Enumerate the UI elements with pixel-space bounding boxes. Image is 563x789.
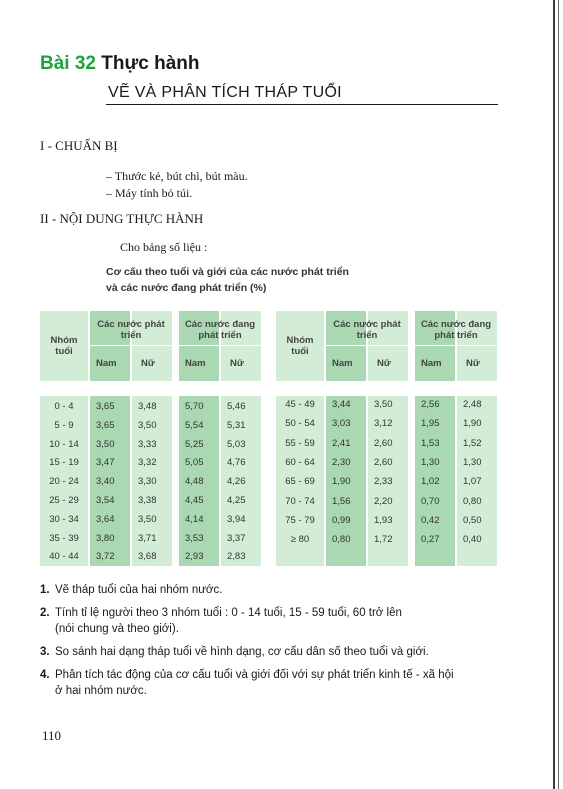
value-cell: 3,12 xyxy=(374,418,393,430)
age-group-cell: 75 - 79 xyxy=(285,514,315,526)
age-group-cell: 35 - 39 xyxy=(49,532,79,544)
value-cell: 3,71 xyxy=(138,532,157,544)
age-group-header: Nhóm tuổi xyxy=(50,335,78,357)
value-cell: 5,70 xyxy=(185,401,204,412)
age-group-cell: 60 - 64 xyxy=(285,456,315,468)
value-cell: 4,76 xyxy=(227,457,246,469)
age-group-cell: 10 - 14 xyxy=(49,438,79,450)
value-cell: 0,40 xyxy=(463,534,482,546)
lesson-title xyxy=(40,53,199,75)
value-cell: 1,90 xyxy=(332,476,351,488)
age-group-cell: 70 - 74 xyxy=(285,495,315,507)
value-cell: 3,50 xyxy=(138,513,157,525)
data-table-right xyxy=(276,311,506,566)
value-cell: 3,40 xyxy=(96,476,115,488)
value-cell: 1,90 xyxy=(463,418,482,430)
age-group-cell: 20 - 24 xyxy=(49,476,79,488)
age-group-cell: 40 - 44 xyxy=(49,551,79,563)
value-cell: 2,56 xyxy=(421,399,440,410)
value-cell: 1,95 xyxy=(421,418,440,430)
male-header: Nam xyxy=(96,358,117,369)
page-number: 110 xyxy=(42,728,62,743)
value-cell: 5,31 xyxy=(227,419,246,431)
value-cell: 3,72 xyxy=(96,551,115,563)
developed-group-header: Các nước phát triển xyxy=(333,319,401,341)
value-cell: 2,60 xyxy=(374,456,393,468)
age-group-cell: 30 - 34 xyxy=(49,513,79,525)
question-item xyxy=(40,582,454,598)
group-header-rule xyxy=(90,345,172,346)
value-cell: 0,80 xyxy=(332,534,351,546)
male-header: Nam xyxy=(332,358,353,369)
question-item xyxy=(40,644,454,660)
developing-group-header: Các nước đang phát triển xyxy=(184,319,256,341)
lesson-subtitle: VẼ VÀ PHÂN TÍCH THÁP TUỔI xyxy=(108,84,342,101)
question-number: 4. xyxy=(40,669,50,681)
lesson-number: Bài 32 xyxy=(40,53,96,74)
data-table-left xyxy=(40,311,270,566)
question-number: 2. xyxy=(40,607,50,619)
age-group-header: Nhóm tuổi xyxy=(286,335,314,357)
value-cell: 3,65 xyxy=(96,419,115,431)
table-header-separator xyxy=(40,381,270,396)
tools-item: – Thước kẻ, bút chì, bút màu. xyxy=(106,169,248,183)
female-header: Nữ xyxy=(377,358,391,369)
value-cell: 3,50 xyxy=(374,399,393,410)
value-cell: 2,48 xyxy=(463,399,482,410)
value-cell: 3,53 xyxy=(185,532,204,544)
value-cell: 2,60 xyxy=(374,437,393,449)
value-cell: 2,93 xyxy=(185,551,204,563)
developing-group-header: Các nước đang phát triển xyxy=(420,319,492,341)
value-cell: 1,53 xyxy=(421,437,440,449)
value-cell: 4,25 xyxy=(227,495,246,506)
value-cell: 1,56 xyxy=(332,495,351,507)
value-cell: 1,30 xyxy=(463,456,482,468)
value-cell: 3,50 xyxy=(96,438,115,450)
table-caption xyxy=(106,264,349,296)
value-cell: 1,02 xyxy=(421,476,440,488)
male-header: Nam xyxy=(421,358,442,369)
female-header: Nữ xyxy=(141,358,155,369)
value-cell: 2,41 xyxy=(332,437,351,449)
value-cell: 3,47 xyxy=(96,457,115,469)
value-cell: 4,14 xyxy=(185,513,204,525)
female-header: Nữ xyxy=(230,358,244,369)
group-header-rule xyxy=(179,345,261,346)
age-group-cell: 25 - 29 xyxy=(49,495,79,506)
question-item xyxy=(40,605,454,637)
subtitle-underline xyxy=(106,104,498,105)
intro-text: Cho bảng số liệu : xyxy=(120,240,208,254)
page-border-thin xyxy=(558,0,559,789)
value-cell: 0,80 xyxy=(463,495,482,507)
value-cell: 3,50 xyxy=(138,419,157,431)
value-cell: 1,30 xyxy=(421,456,440,468)
tools-list xyxy=(106,168,248,202)
value-cell: 2,33 xyxy=(374,476,393,488)
value-cell: 1,93 xyxy=(374,514,393,526)
age-group-cell: 55 - 59 xyxy=(285,437,315,449)
age-group-cell: 45 - 49 xyxy=(285,399,315,410)
value-cell: 3,68 xyxy=(138,551,157,563)
value-cell: 3,44 xyxy=(332,399,351,410)
question-text: Vẽ tháp tuổi của hai nhóm nước. xyxy=(55,584,223,596)
value-cell: 5,46 xyxy=(227,401,246,412)
value-cell: 3,80 xyxy=(96,532,115,544)
value-cell: 3,03 xyxy=(332,418,351,430)
question-text: Phân tích tác động của cơ cấu tuổi và giới đối với sự phát triển kinh tế - xã hội ở hai nhóm nước. xyxy=(55,669,454,697)
question-text: Tính tỉ lệ người theo 3 nhóm tuổi : 0 - 14 tuổi, 15 - 59 tuổi, 60 trở lên (nói chung và theo giới). xyxy=(55,607,402,635)
female-header: Nữ xyxy=(466,358,480,369)
age-group-cell: 65 - 69 xyxy=(285,476,315,488)
table-header-separator xyxy=(276,381,506,396)
value-cell: 4,45 xyxy=(185,495,204,506)
value-cell: 0,70 xyxy=(421,495,440,507)
value-cell: 2,20 xyxy=(374,495,393,507)
age-group-cell: 50 - 54 xyxy=(285,418,315,430)
question-text: So sánh hai dạng tháp tuổi về hình dạng, cơ cấu dân số theo tuổi và giới. xyxy=(55,646,429,658)
value-cell: 0,42 xyxy=(421,514,440,526)
value-cell: 3,65 xyxy=(96,401,115,412)
value-cell: 3,33 xyxy=(138,438,157,450)
value-cell: 3,32 xyxy=(138,457,157,469)
question-list xyxy=(40,582,454,706)
section-1-heading: I - CHUẨN BỊ xyxy=(40,138,118,153)
value-cell: 1,07 xyxy=(463,476,482,488)
value-cell: 2,83 xyxy=(227,551,246,563)
value-cell: 1,72 xyxy=(374,534,393,546)
value-cell: 3,94 xyxy=(227,513,246,525)
value-cell: 3,48 xyxy=(138,401,157,412)
value-cell: 3,37 xyxy=(227,532,246,544)
age-group-cell: 5 - 9 xyxy=(54,419,74,431)
caption-line-2: và các nước đang phát triển (%) xyxy=(106,282,267,294)
value-cell: 0,50 xyxy=(463,514,482,526)
male-header: Nam xyxy=(185,358,206,369)
value-cell: 3,30 xyxy=(138,476,157,488)
question-number: 1. xyxy=(40,584,50,596)
age-group-cell: 0 - 4 xyxy=(54,401,74,412)
group-header-rule xyxy=(326,345,408,346)
value-cell: 5,05 xyxy=(185,457,204,469)
developed-group-header: Các nước phát triển xyxy=(97,319,165,341)
value-cell: 3,54 xyxy=(96,495,115,506)
value-cell: 3,64 xyxy=(96,513,115,525)
value-cell: 4,48 xyxy=(185,476,204,488)
tools-item: – Máy tính bỏ túi. xyxy=(106,186,193,200)
value-cell: 3,38 xyxy=(138,495,157,506)
value-cell: 5,25 xyxy=(185,438,204,450)
page-border-thick xyxy=(553,0,555,789)
question-number: 3. xyxy=(40,646,50,658)
group-header-rule xyxy=(415,345,497,346)
value-cell: 1,52 xyxy=(463,437,482,449)
question-item xyxy=(40,667,454,699)
age-group-cell: 15 - 19 xyxy=(49,457,79,469)
value-cell: 4,26 xyxy=(227,476,246,488)
age-group-cell: ≥ 80 xyxy=(290,534,310,546)
section-2-heading: II - NỘI DUNG THỰC HÀNH xyxy=(40,211,204,226)
value-cell: 0,99 xyxy=(332,514,351,526)
value-cell: 5,54 xyxy=(185,419,204,431)
lesson-name: Thực hành xyxy=(101,53,200,74)
caption-line-1: Cơ cấu theo tuổi và giới của các nước phát triển xyxy=(106,266,349,278)
value-cell: 2,30 xyxy=(332,456,351,468)
value-cell: 0,27 xyxy=(421,534,440,546)
value-cell: 5,03 xyxy=(227,438,246,450)
